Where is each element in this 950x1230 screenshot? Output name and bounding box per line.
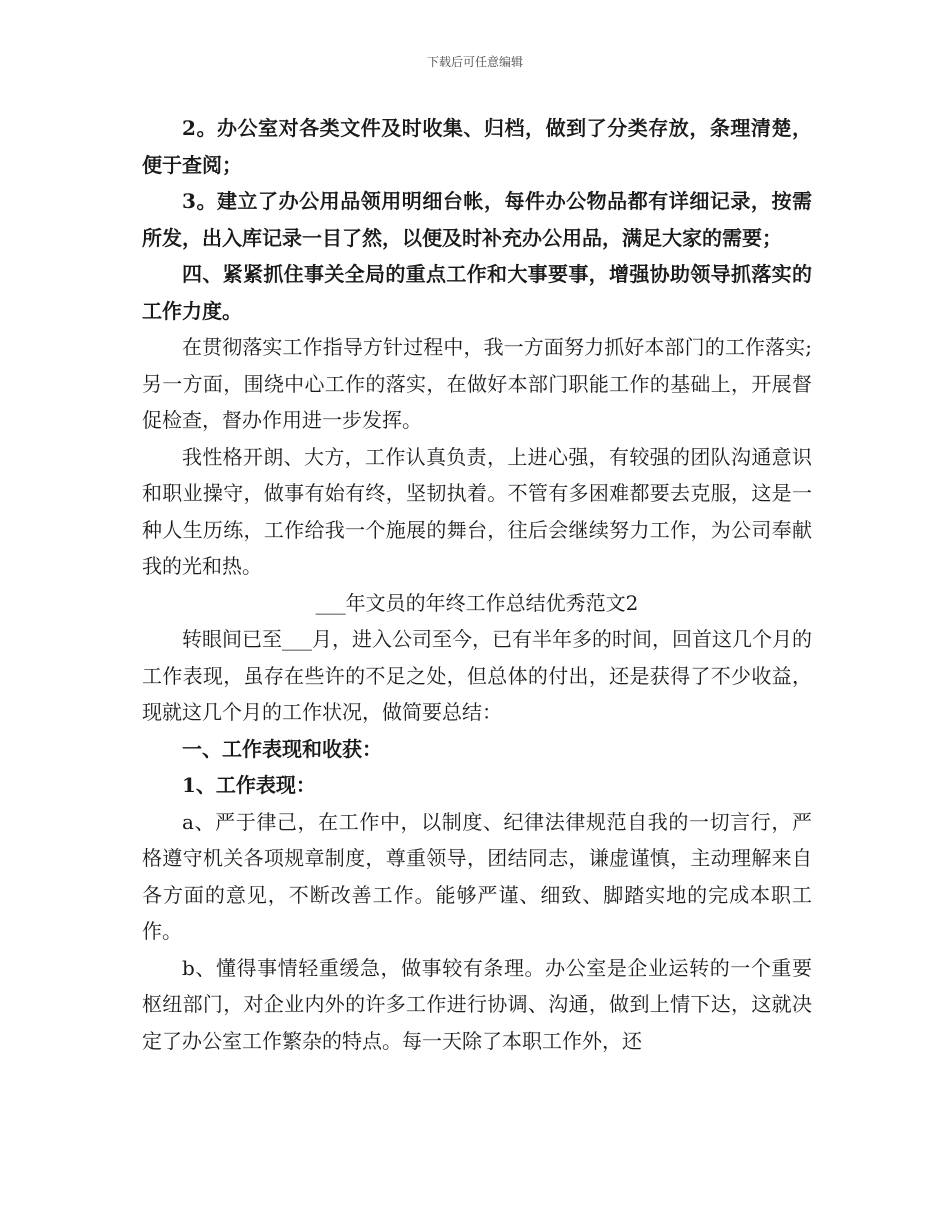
subsection-heading: 1、工作表现： xyxy=(182,773,316,797)
paragraph-body: b、懂得事情轻重缓急，做事较有条理。办公室是企业运转的一个重要枢纽部门，对企业内外的许多工作进行协调、沟通，做到上情下达，这就决定了办公室工作繁杂的特点。每一天除了本职工作外，还 xyxy=(142,955,812,1053)
paragraph-item-3: 3。建立了办公用品领用明细台帐，每件办公物品都有详细记录，按需所发，出入库记录一目了然，以便及时补充办公用品，满足大家的需要； xyxy=(142,189,812,250)
document-body xyxy=(142,110,812,1059)
paragraph-body: 在贯彻落实工作指导方针过程中，我一方面努力抓好本部门的工作落实;另一方面，围绕中心工作的落实，在做好本部门职能工作的基础上，开展督促检查，督办作用进一步发挥。 xyxy=(142,335,812,432)
paragraph-body: a、严于律己，在工作中，以制度、纪律法律规范自我的一切言行，严格遵守机关各项规章制度，尊重领导，团结同志，谦虚谨慎，主动理解来自各方面的意见，不断改善工作。能够严谨、细致、脚踏实地的完成本职工作。 xyxy=(142,809,812,943)
section-heading-four: 四、紧紧抓住事关全局的重点工作和大事要事，增强协助领导抓落实的工作力度。 xyxy=(142,262,812,323)
paragraph-body: 我性格开朗、大方，工作认真负责，上进心强，有较强的团队沟通意识和职业操守，做事有始有终，坚韧执着。不管有多困难都要去克服，这是一种人生历练，工作给我一个施展的舞台，往后会继续努力工作，为公司奉献我的光和热。 xyxy=(142,444,812,578)
paragraph-body: 转眼间已至___月，进入公司至今，已有半年多的时间，回首这几个月的工作表现，虽存在些许的不足之处，但总体的付出，还是获得了不少收益，现就这几个月的工作状况，做简要总结： xyxy=(142,627,812,724)
article-title: ___年文员的年终工作总结优秀范文2 xyxy=(315,590,639,615)
section-heading-one: 一、工作表现和收获： xyxy=(182,736,382,761)
paragraph-item-2: 2。办公室对各类文件及时收集、归档，做到了分类存放，条理清楚，便于查阅； xyxy=(142,116,812,177)
page-header: 下载后可任意编辑 xyxy=(426,55,523,69)
